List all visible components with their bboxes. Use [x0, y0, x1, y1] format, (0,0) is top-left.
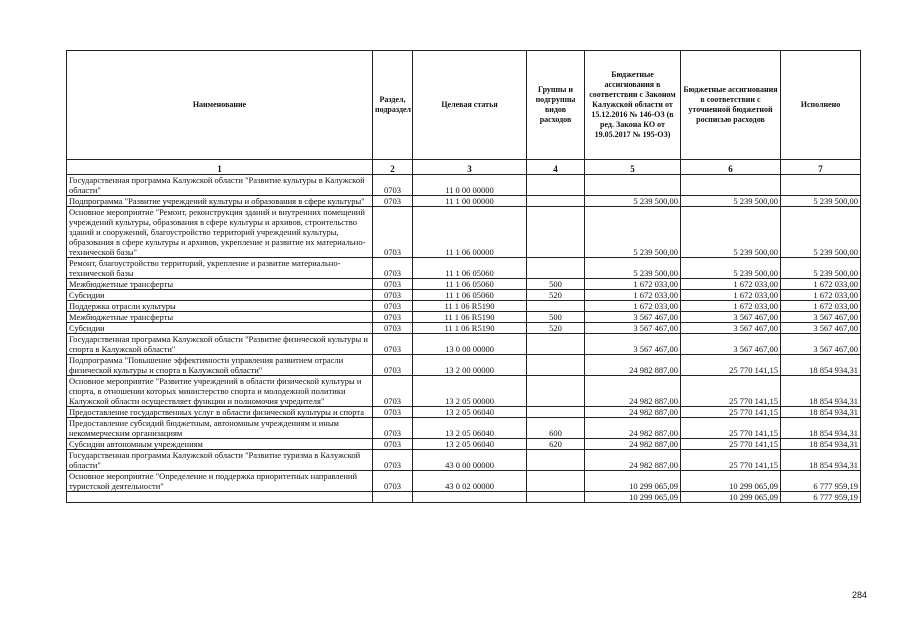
cell-executed: 1 672 033,00: [781, 290, 861, 301]
cell-group: [527, 355, 585, 376]
column-number: 1: [67, 160, 373, 175]
cell-group: 520: [527, 323, 585, 334]
cell-section: 0703: [373, 207, 413, 258]
cell-name: Основное мероприятие "Развитие учреждений в области физической культуры и спорта, в отношении которых министерство спорта и молодежной политики Калужской области осуществляет функции и полномочия учредителя": [67, 376, 373, 407]
header-refined: Бюджетные ассигнования в соответствии с уточненной бюджетной росписью расходов: [681, 51, 781, 160]
column-number: 5: [585, 160, 681, 175]
cell-name: Межбюджетные трансферты: [67, 312, 373, 323]
cell-section: 0703: [373, 258, 413, 279]
table-row: [67, 196, 861, 207]
cell-target: 11 1 06 R5190: [413, 323, 527, 334]
cell-law: 10 299 065,09: [585, 492, 681, 503]
cell-target: 13 0 00 00000: [413, 334, 527, 355]
cell-executed: 5 239 500,00: [781, 207, 861, 258]
cell-executed: 18 854 934,31: [781, 376, 861, 407]
cell-law: 3 567 467,00: [585, 334, 681, 355]
table-row: [67, 407, 861, 418]
header-section: Раздел, подраздел: [373, 51, 413, 160]
cell-executed: 5 239 500,00: [781, 196, 861, 207]
cell-refined: 1 672 033,00: [681, 301, 781, 312]
cell-section: 0703: [373, 439, 413, 450]
cell-executed: 18 854 934,31: [781, 450, 861, 471]
column-number: 7: [781, 160, 861, 175]
cell-group: [527, 376, 585, 407]
header-law: Бюджетные ассигнования в соответствии с Законом Калужской области от 15.12.2016 № 146-ОЗ (в ред. Закона КО от 19.05.2017 № 195-ОЗ): [585, 51, 681, 160]
cell-group: [527, 334, 585, 355]
cell-executed: 3 567 467,00: [781, 334, 861, 355]
cell-executed: 5 239 500,00: [781, 258, 861, 279]
cell-refined: 3 567 467,00: [681, 312, 781, 323]
cell-law: 24 982 887,00: [585, 355, 681, 376]
table-row: [67, 355, 861, 376]
cell-section: 0703: [373, 312, 413, 323]
cell-name: Субсидии автономным учреждениям: [67, 439, 373, 450]
cell-section: 0703: [373, 376, 413, 407]
cell-executed: [781, 175, 861, 196]
cell-group: [527, 471, 585, 492]
cell-target: 11 1 00 00000: [413, 196, 527, 207]
table-row: [67, 312, 861, 323]
cell-target: [413, 492, 527, 503]
cell-law: 24 982 887,00: [585, 450, 681, 471]
table-row: [67, 492, 861, 503]
column-number: 2: [373, 160, 413, 175]
cell-law: 5 239 500,00: [585, 258, 681, 279]
cell-refined: 3 567 467,00: [681, 323, 781, 334]
table-row: [67, 334, 861, 355]
cell-group: [527, 196, 585, 207]
cell-target: 43 0 02 00000: [413, 471, 527, 492]
page-number: 284: [851, 590, 867, 600]
cell-refined: 5 239 500,00: [681, 207, 781, 258]
table-row: [67, 418, 861, 439]
cell-section: 0703: [373, 323, 413, 334]
table-row: [67, 279, 861, 290]
cell-group: 500: [527, 279, 585, 290]
cell-name: Подпрограмма "Развитие учреждений культуры и образования в сфере культуры": [67, 196, 373, 207]
cell-name: Межбюджетные трансферты: [67, 279, 373, 290]
cell-executed: 3 567 467,00: [781, 323, 861, 334]
cell-law: 3 567 467,00: [585, 323, 681, 334]
cell-refined: 1 672 033,00: [681, 279, 781, 290]
cell-target: 43 0 00 00000: [413, 450, 527, 471]
cell-section: 0703: [373, 355, 413, 376]
header-executed: Исполнено: [781, 51, 861, 160]
cell-refined: 5 239 500,00: [681, 258, 781, 279]
cell-name: Основное мероприятие "Определение и поддержка приоритетных направлений туристской деятельности": [67, 471, 373, 492]
cell-name: Субсидии: [67, 290, 373, 301]
cell-law: 24 982 887,00: [585, 418, 681, 439]
cell-refined: 25 770 141,15: [681, 418, 781, 439]
cell-target: 11 1 06 05060: [413, 258, 527, 279]
cell-refined: 10 299 065,09: [681, 492, 781, 503]
cell-law: 5 239 500,00: [585, 196, 681, 207]
cell-refined: 1 672 033,00: [681, 290, 781, 301]
cell-name: Ремонт, благоустройство территорий, укрепление и развитие материально-технической базы: [67, 258, 373, 279]
cell-law: 24 982 887,00: [585, 376, 681, 407]
column-number: 3: [413, 160, 527, 175]
cell-group: [527, 207, 585, 258]
cell-target: 13 2 05 06040: [413, 418, 527, 439]
cell-executed: 6 777 959,19: [781, 492, 861, 503]
cell-group: [527, 258, 585, 279]
cell-target: 11 1 06 05060: [413, 279, 527, 290]
table-row: [67, 290, 861, 301]
cell-target: 13 2 05 00000: [413, 376, 527, 407]
cell-section: 0703: [373, 290, 413, 301]
cell-law: 10 299 065,09: [585, 471, 681, 492]
cell-target: 13 2 00 00000: [413, 355, 527, 376]
table-row: [67, 439, 861, 450]
cell-section: 0703: [373, 450, 413, 471]
budget-table: [66, 50, 861, 503]
cell-refined: 10 299 065,09: [681, 471, 781, 492]
cell-section: 0703: [373, 471, 413, 492]
cell-refined: 25 770 141,15: [681, 439, 781, 450]
cell-name: [67, 492, 373, 503]
cell-executed: 18 854 934,31: [781, 418, 861, 439]
cell-refined: [681, 175, 781, 196]
cell-name: Предоставление государственных услуг в области физической культуры и спорта: [67, 407, 373, 418]
cell-law: 24 982 887,00: [585, 407, 681, 418]
cell-group: [527, 407, 585, 418]
table-row: [67, 471, 861, 492]
cell-law: [585, 175, 681, 196]
cell-executed: 1 672 033,00: [781, 279, 861, 290]
table-row: [67, 323, 861, 334]
cell-section: 0703: [373, 279, 413, 290]
table-row: [67, 450, 861, 471]
cell-executed: 3 567 467,00: [781, 312, 861, 323]
cell-section: 0703: [373, 418, 413, 439]
cell-target: 11 1 06 00000: [413, 207, 527, 258]
cell-group: 620: [527, 439, 585, 450]
header-group: Группы и подгруппы видов расходов: [527, 51, 585, 160]
table-row: [67, 258, 861, 279]
cell-law: 5 239 500,00: [585, 207, 681, 258]
cell-section: 0703: [373, 196, 413, 207]
cell-section: 0703: [373, 407, 413, 418]
cell-group: [527, 450, 585, 471]
cell-law: 1 672 033,00: [585, 279, 681, 290]
cell-executed: 1 672 033,00: [781, 301, 861, 312]
cell-executed: 6 777 959,19: [781, 471, 861, 492]
cell-name: Подпрограмма "Повышение эффективности управления развитием отрасли физической культуры и спорта в Калужской области": [67, 355, 373, 376]
cell-executed: 18 854 934,31: [781, 407, 861, 418]
cell-section: 0703: [373, 334, 413, 355]
cell-target: 13 2 05 06040: [413, 439, 527, 450]
cell-name: Субсидии: [67, 323, 373, 334]
cell-executed: 18 854 934,31: [781, 355, 861, 376]
cell-group: 600: [527, 418, 585, 439]
cell-target: 11 1 06 R5190: [413, 301, 527, 312]
cell-section: 0703: [373, 301, 413, 312]
cell-refined: 5 239 500,00: [681, 196, 781, 207]
cell-group: [527, 492, 585, 503]
cell-group: 500: [527, 312, 585, 323]
cell-refined: 25 770 141,15: [681, 376, 781, 407]
cell-name: Предоставление субсидий бюджетным, автономным учреждениям и иным некоммерческим организациям: [67, 418, 373, 439]
table-row: [67, 301, 861, 312]
cell-refined: 25 770 141,15: [681, 450, 781, 471]
cell-law: 24 982 887,00: [585, 439, 681, 450]
cell-refined: 25 770 141,15: [681, 355, 781, 376]
cell-executed: 18 854 934,31: [781, 439, 861, 450]
cell-name: Государственная программа Калужской области "Развитие культуры в Калужской области": [67, 175, 373, 196]
cell-law: 1 672 033,00: [585, 301, 681, 312]
cell-name: Основное мероприятие "Ремонт, реконструкция зданий и внутренних помещений учреждений культуры, образования в сфере культуры и архивов, строительство зданий и сооружений, благоустройство территорий учреждений культуры, образования в сфере культуры и архивов, укрепление и развитие их материально-технической базы": [67, 207, 373, 258]
column-number: 6: [681, 160, 781, 175]
cell-target: 11 1 06 05060: [413, 290, 527, 301]
header-row: [67, 51, 861, 160]
cell-target: 13 2 05 06040: [413, 407, 527, 418]
cell-group: 520: [527, 290, 585, 301]
cell-law: 3 567 467,00: [585, 312, 681, 323]
cell-name: Поддержка отрасли культуры: [67, 301, 373, 312]
cell-refined: 25 770 141,15: [681, 407, 781, 418]
cell-group: [527, 175, 585, 196]
table-row: [67, 207, 861, 258]
cell-name: Государственная программа Калужской области "Развитие физической культуры и спорта в Калужской области": [67, 334, 373, 355]
table-row: [67, 175, 861, 196]
column-number-row: [67, 160, 861, 175]
header-name: Наименование: [67, 51, 373, 160]
table-row: [67, 376, 861, 407]
cell-section: 0703: [373, 175, 413, 196]
cell-name: Государственная программа Калужской области "Развитие туризма в Калужской области": [67, 450, 373, 471]
cell-refined: 3 567 467,00: [681, 334, 781, 355]
cell-section: [373, 492, 413, 503]
cell-target: 11 1 06 R5190: [413, 312, 527, 323]
cell-group: [527, 301, 585, 312]
table-body: [67, 175, 861, 503]
header-target: Целевая статья: [413, 51, 527, 160]
cell-target: 11 0 00 00000: [413, 175, 527, 196]
column-number: 4: [527, 160, 585, 175]
cell-law: 1 672 033,00: [585, 290, 681, 301]
